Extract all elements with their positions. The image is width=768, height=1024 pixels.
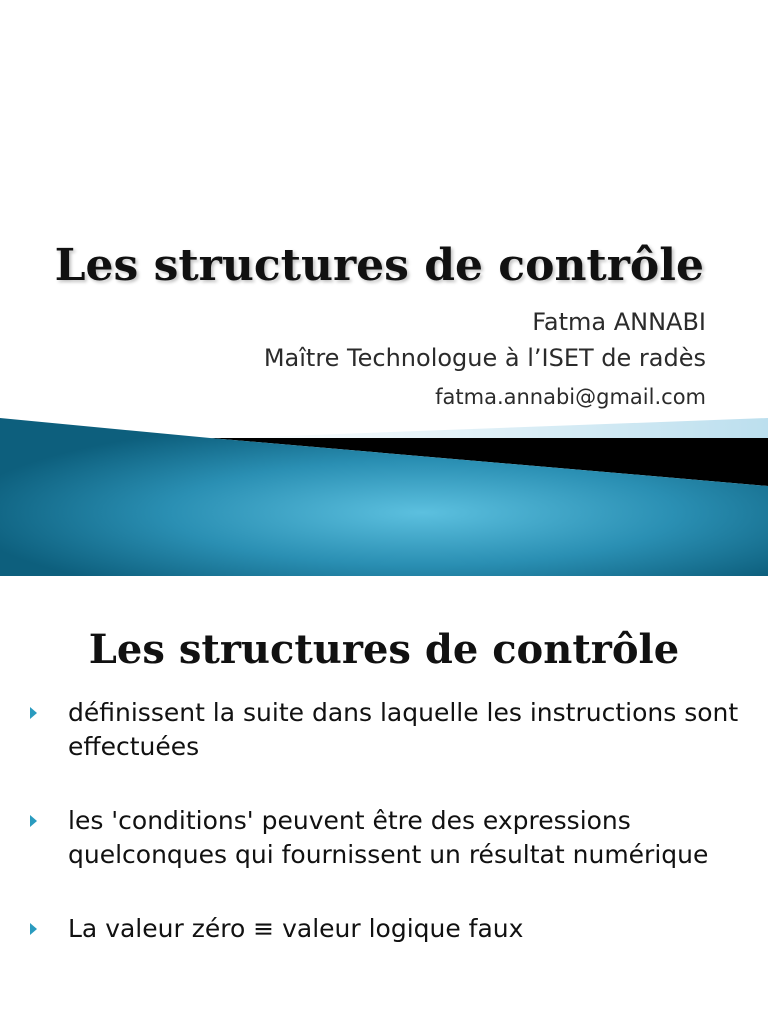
author-email: fatma.annabi@gmail.com <box>435 385 706 409</box>
bullet-text: les 'conditions' peuvent être des expressions quelconques qui fournissent un résultat numérique <box>68 806 709 869</box>
list-item <box>0 696 768 764</box>
content-slide <box>0 596 768 1024</box>
content-slide-heading: Les structures de contrôle <box>88 626 680 673</box>
triangle-bullet-icon <box>30 815 37 827</box>
list-item <box>0 804 768 872</box>
bullet-text: La valeur zéro ≡ valeur logique faux <box>68 914 524 943</box>
title-slide-heading: Les structures de contrôle <box>54 240 704 291</box>
author-role: Maître Technologue à l’ISET de radès <box>263 344 706 372</box>
band-pale-strip <box>230 418 768 438</box>
triangle-bullet-icon <box>30 923 37 935</box>
decorative-band <box>0 418 768 576</box>
author-name: Fatma ANNABI <box>532 308 706 336</box>
bullet-text: définissent la suite dans laquelle les instructions sont effectuées <box>68 698 739 761</box>
list-item <box>0 912 768 946</box>
triangle-bullet-icon <box>30 707 37 719</box>
bullet-list <box>0 696 768 946</box>
